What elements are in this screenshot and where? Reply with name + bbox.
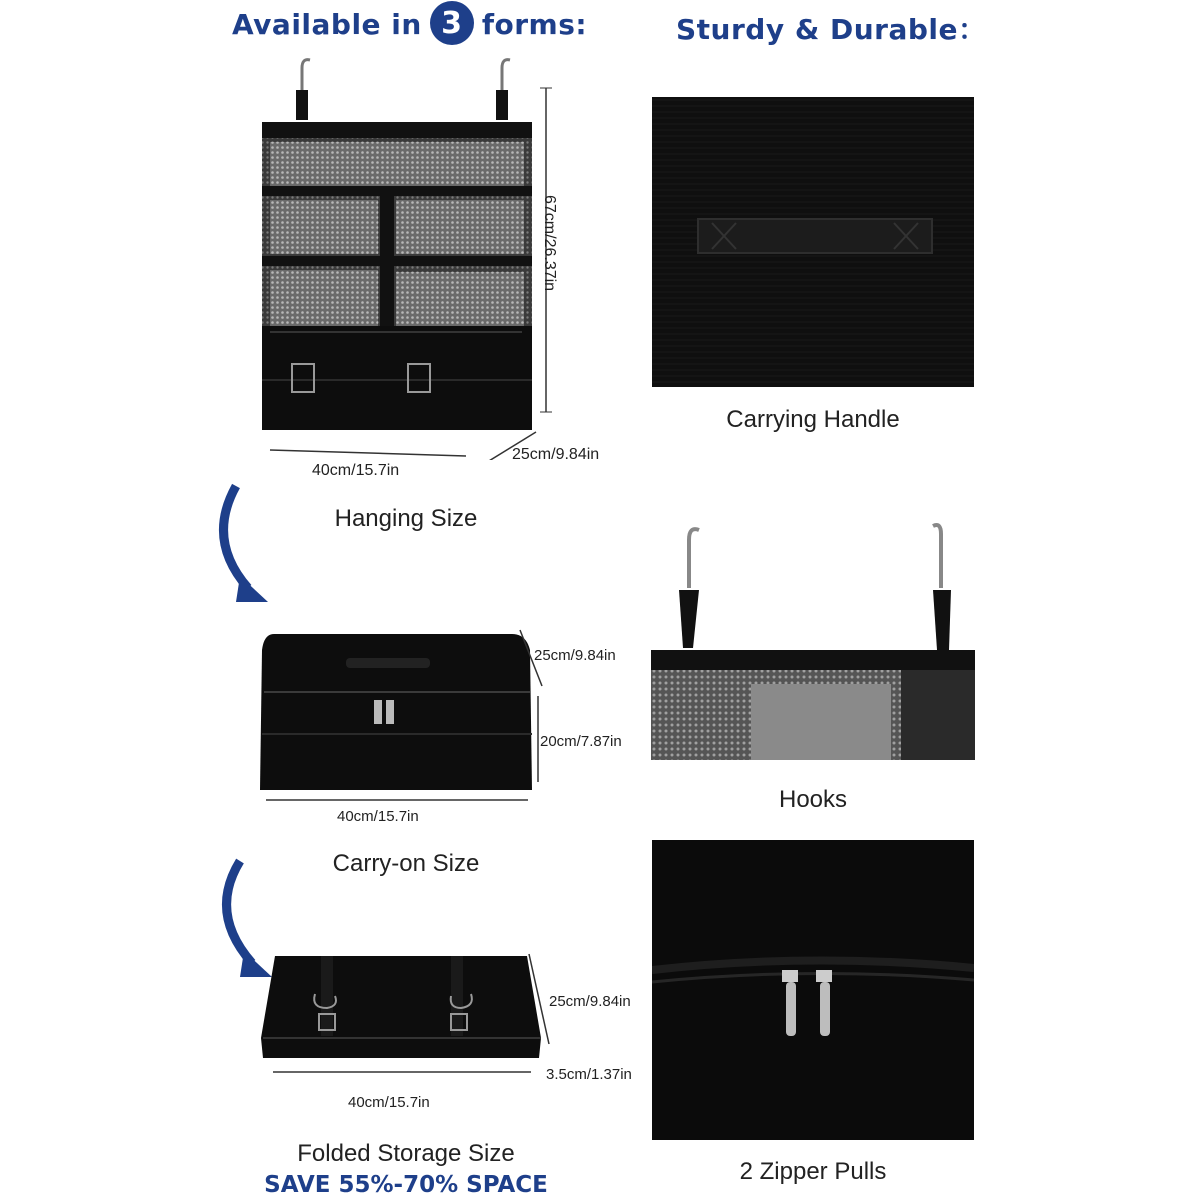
hanging-organizer-illustration	[240, 50, 570, 460]
carry-on-width-dimension: 40cm/15.7in	[337, 808, 419, 825]
folded-caption: Folded Storage Size	[297, 1140, 515, 1167]
handle-photo	[652, 97, 974, 387]
carry-on-caption: Carry-on Size	[332, 850, 480, 877]
folded-storage-illustration	[255, 950, 555, 1080]
hanging-depth-dimension: 25cm/9.84in	[512, 446, 600, 463]
right-heading: Sturdy & Durable：	[676, 13, 987, 46]
zipper-photo	[652, 840, 974, 1140]
left-heading	[232, 4, 587, 48]
carry-on-depth-dimension: 25cm/9.84in	[534, 647, 616, 664]
left-heading-suffix: forms:	[481, 8, 588, 41]
save-space-banner: SAVE 55%-70% SPACE	[264, 1172, 548, 1198]
left-heading-prefix: Available in	[232, 8, 422, 41]
hanging-height-dimension: 67cm/26.37in	[541, 195, 558, 292]
zipper-caption: 2 Zipper Pulls	[739, 1158, 887, 1185]
handle-caption: Carrying Handle	[726, 406, 900, 433]
carry-on-illustration	[250, 622, 550, 812]
folded-height-dimension: 3.5cm/1.37in	[546, 1066, 632, 1083]
hooks-photo	[651, 470, 975, 760]
hooks-caption: Hooks	[778, 786, 848, 813]
carry-on-height-dimension: 20cm/7.87in	[540, 733, 622, 750]
hanging-caption: Hanging Size	[334, 505, 478, 532]
arrow-down-icon	[200, 480, 280, 610]
folded-depth-dimension: 25cm/9.84in	[549, 993, 631, 1010]
forms-count-badge: 3	[430, 1, 474, 45]
folded-width-dimension: 40cm/15.7in	[348, 1094, 430, 1111]
hanging-width-dimension: 40cm/15.7in	[312, 462, 400, 479]
